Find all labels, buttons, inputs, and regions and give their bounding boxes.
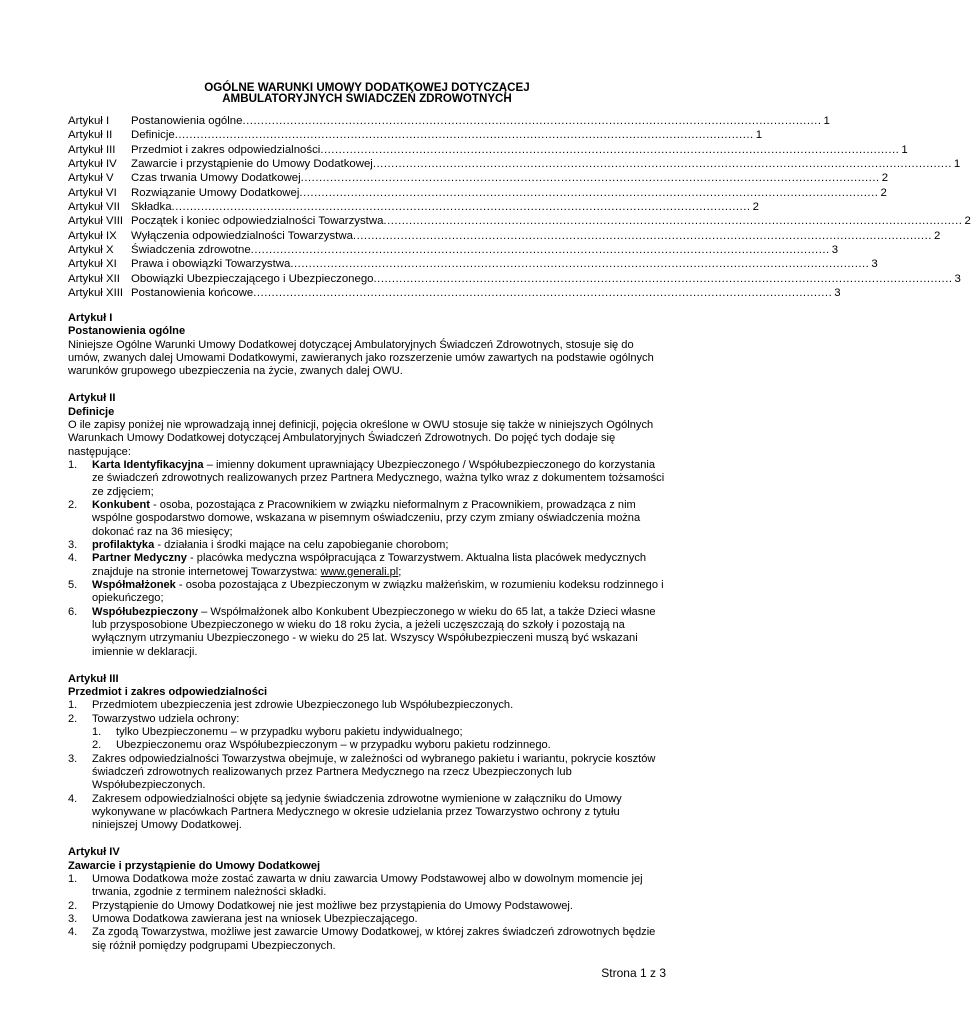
definition-item <box>68 552 668 579</box>
toc-page-number: 1 <box>953 158 961 171</box>
toc-article-title: Początek i koniec odpowiedzialności Towarzystwa <box>131 215 384 228</box>
toc-page-number: 3 <box>834 287 841 300</box>
definition-term: Karta Identyfikacyjna <box>92 458 204 471</box>
item-number: 4. <box>68 552 78 565</box>
toc-entry[interactable]: Artykuł III Przedmiot i zakres odpowiedzialności .............................................................................................................................................................. 1 <box>68 143 908 156</box>
toc-article-number: Artykuł XII <box>68 272 120 285</box>
definition-item <box>68 606 668 659</box>
toc-page-number: 1 <box>823 115 830 127</box>
item-text: Zakresem odpowiedzialności objęte są jedynie świadczenia zdrowotne wymienione w załączniku do Umowy wykonywane w placówkach Partnera Medycznego w okresie udzielania przez Towarzystwo ochrony z tytułu niniejszej Umowy Dodatkowej. <box>92 792 622 832</box>
definition-term: profilaktyka <box>92 539 155 551</box>
toc-page-number: 1 <box>901 143 908 156</box>
definition-text: - osoba, pozostająca z Pracownikiem w związku nieformalnym z Pracownikiem, prowadząca z nim wspólne gospodarstwo domowe, wskazana w pisemnym oświadczeniu, przy czym zmiany oświadczenia można dokonać raz na 36 miesięcy; <box>92 498 641 538</box>
toc-article-number: Artykuł IX <box>68 229 117 242</box>
item-number: 1. <box>68 458 78 471</box>
toc-article-number: Artykuł VIII <box>68 215 124 228</box>
toc-article-title: Postanowienia końcowe <box>131 287 254 300</box>
definition-text: – imienny dokument uprawniający Ubezpieczonego / Współubezpieczonego do korzystania ze świadczeń zdrowotnych realizowanych przez Partnera Medycznego, ważna tylko wraz z dokumentem tożsamości ze zdjęciem; <box>92 458 665 498</box>
item-number: 2. <box>92 739 102 752</box>
item-text: Towarzystwo udziela ochrony: <box>92 712 240 725</box>
item-number: 3. <box>68 539 78 551</box>
definition-item <box>68 539 668 552</box>
item-text: Umowa Dodatkowa może zostać zawarta w dniu zawarcia Umowy Podstawowej albo w dowolnym momencie jej trwania, zgodnie z terminem należności składki. <box>92 872 643 899</box>
definition-item <box>68 579 668 606</box>
list-item <box>68 793 668 833</box>
sub-list-item <box>68 726 668 739</box>
article-title: Definicje <box>68 405 115 418</box>
article-paragraph: Niniejsze Ogólne Warunki Umowy Dodatkowej dotyczącej Ambulatoryjnych Świadczeń Zdrowotnych, stosuje się do umów, zwanych dalej Umowami Dodatkowymi, zawieranych jako rozszerzenie umów zawartych na podstawie ogólnych warunków grupowego ubezpieczenia na życie, zwanych dalej OWU. <box>68 338 654 378</box>
toc-article-number: Artykuł XIII <box>68 287 124 300</box>
toc-entry[interactable]: Artykuł VIII Początek i koniec odpowiedzialności Towarzystwa .............................................................................................................................................................. 2 <box>68 215 971 228</box>
toc-entry[interactable]: Artykuł VII Składka .............................................................................................................................................................. 2 <box>68 201 759 214</box>
toc-entry[interactable]: Artykuł VI Rozwiązanie Umowy Dodatkowej .............................................................................................................................................................. 2 <box>68 186 887 199</box>
toc-entry[interactable]: Artykuł IV Zawarcie i przystąpienie do Umowy Dodatkowej .............................................................................................................................................................. 1 <box>68 158 961 171</box>
toc-entry[interactable]: Artykuł IX Wyłączenia odpowiedzialności Towarzystwa .............................................................................................................................................................. 2 <box>68 229 941 242</box>
item-text: Umowa Dodatkowa zawierana jest na wniosek Ubezpieczającego. <box>92 912 418 925</box>
toc-page-number: 2 <box>881 172 889 185</box>
toc-page-number: 2 <box>933 229 941 242</box>
definition-text: – Współmałżonek albo Konkubent Ubezpieczonego w wieku do 65 lat, a także Dzieci własne lub przysposobione Ubezpieczonego w wieku do 18 roku życia, a jeżeli uczęszczają do szkoły i pozostają na wyłącznym utrzymaniu Ubezpieczonego - w wieku do 25 lat. Wszyscy Współubezpieczeni muszą być wskazani imiennie w deklaracji. <box>92 605 656 658</box>
toc-page-number: 3 <box>954 272 961 285</box>
article-2 <box>68 392 668 659</box>
item-number: 4. <box>68 926 78 939</box>
toc-article-number: Artykuł III <box>68 143 116 156</box>
toc-article-title: Zawarcie i przystąpienie do Umowy Dodatkowej <box>131 158 373 171</box>
toc-article-title: Wyłączenia odpowiedzialności Towarzystwa <box>131 229 353 242</box>
toc-article-number: Artykuł II <box>68 129 113 142</box>
list-item <box>68 713 668 726</box>
article-title: Przedmiot i zakres odpowiedzialności <box>68 685 268 698</box>
toc-entry[interactable]: Artykuł X Świadczenia zdrowotne .............................................................................................................................................................. 3 <box>68 244 839 257</box>
definition-term: Konkubent <box>92 498 150 511</box>
toc-entry[interactable]: Artykuł XI Prawa i obowiązki Towarzystwa .............................................................................................................................................................. 3 <box>68 258 878 271</box>
article-heading: Artykuł IV <box>68 846 120 859</box>
item-number: 2. <box>68 498 78 511</box>
toc-entry[interactable]: Artykuł XIII Postanowienia końcowe .............................................................................................................................................................. 3 <box>68 287 841 300</box>
list-item <box>68 926 668 953</box>
toc-article-title: Czas trwania Umowy Dodatkowej <box>131 172 301 185</box>
item-number: 1. <box>92 725 102 738</box>
document-title-line-1: OGÓLNE WARUNKI UMOWY DODATKOWEJ DOTYCZĄCEJ <box>204 81 530 94</box>
toc-entry[interactable]: Artykuł I Postanowienia ogólne .............................................................................................................................................................. 1 <box>68 115 830 127</box>
definition-term: Współmałżonek <box>92 579 176 592</box>
definition-item <box>68 499 668 539</box>
list-item <box>68 913 668 926</box>
item-number: 6. <box>68 605 78 618</box>
definition-term: Współubezpieczony <box>92 605 199 618</box>
toc-article-number: Artykuł XI <box>68 258 117 271</box>
toc-article-title: Świadczenia zdrowotne <box>131 244 251 257</box>
toc-article-number: Artykuł VII <box>68 201 120 214</box>
list-item <box>68 900 668 913</box>
toc-article-title: Rozwiązanie Umowy Dodatkowej <box>131 186 300 199</box>
toc-page-number: 1 <box>755 129 763 142</box>
list-item <box>68 699 668 712</box>
article-paragraph: O ile zapisy poniżej nie wprowadzają innej definicji, pojęcia określone w OWU stosuje się także w niniejszych Ogólnych Warunkach Umowy Dodatkowej dotyczącej Ambulatoryjnych Świadczeń Zdrowotnych. Do pojęć tych dodaje się następujące: <box>68 418 654 458</box>
toc-article-title: Prawa i obowiązki Towarzystwa <box>131 258 291 271</box>
table-of-contents <box>68 114 971 300</box>
page-number-footer: Strona 1 z 3 <box>601 966 666 980</box>
toc-article-title: Postanowienia ogólne <box>131 115 243 127</box>
item-number: 1. <box>68 872 78 885</box>
sub-list-item <box>68 739 668 752</box>
article-3 <box>68 673 668 833</box>
item-text: Przystąpienie do Umowy Dodatkowej nie jest możliwe bez przystąpienia do Umowy Podstawowej. <box>92 899 573 912</box>
toc-entry[interactable]: Artykuł II Definicje .............................................................................................................................................................. 1 <box>68 129 763 142</box>
toc-article-number: Artykuł X <box>68 244 114 257</box>
definition-term: Partner Medyczny <box>92 552 187 565</box>
item-number: 4. <box>68 792 78 805</box>
generali-website-link[interactable]: www.generali.pl <box>320 565 399 578</box>
item-number: 2. <box>68 899 78 912</box>
toc-page-number: 2 <box>964 215 971 228</box>
article-heading: Artykuł III <box>68 672 119 685</box>
toc-article-number: Artykuł VI <box>68 186 117 199</box>
toc-article-number: Artykuł I <box>68 115 110 127</box>
item-text: Za zgodą Towarzystwa, możliwe jest zawarcie Umowy Dodatkowej, w której zakres świadczeń zdrowotnych będzie się różnił pomiędzy podgrupami Ubezpieczonych. <box>92 926 656 952</box>
item-number: 3. <box>68 752 78 765</box>
article-4 <box>68 846 668 953</box>
item-text: Przedmiotem ubezpieczenia jest zdrowie Ubezpieczonego lub Współubezpieczonych. <box>92 699 514 712</box>
article-title: Postanowienia ogólne <box>68 325 186 338</box>
article-heading: Artykuł II <box>68 392 116 405</box>
item-number: 3. <box>68 912 78 925</box>
list-item <box>68 873 668 900</box>
definition-text: - osoba pozostająca z Ubezpieczonym w związku małżeńskim, w rozumieniu kodeksu rodzinnego i opiekuńczego; <box>92 579 664 605</box>
item-text: Zakres odpowiedzialności Towarzystwa obejmuje, w zależności od wybranego pakietu i wariantu, pokrycie kosztów świadczeń zdrowotnych realizowanych przez Partnera Medycznego na rzecz Ubezpieczonych lub Współubezpieczonych. <box>92 752 656 792</box>
definition-item <box>68 459 668 499</box>
item-number: 2. <box>68 712 78 725</box>
toc-article-number: Artykuł IV <box>68 158 117 171</box>
toc-entry[interactable]: Artykuł XII Obowiązki Ubezpieczającego i Ubezpieczonego .............................................................................................................................................................. 3 <box>68 272 961 285</box>
definition-text: - placówka medyczna współpracująca z Towarzystwem. Aktualna lista placówek medycznych znajduje na stronie internetowej Towarzystwa: <box>92 552 647 578</box>
toc-page-number: 3 <box>871 258 878 271</box>
toc-article-title: Obowiązki Ubezpieczającego i Ubezpieczonego <box>131 272 374 285</box>
toc-article-title: Składka <box>131 201 172 214</box>
toc-page-number: 2 <box>752 201 759 214</box>
item-text: tylko Ubezpieczonemu – w przypadku wyboru pakietu indywidualnego; <box>116 725 463 738</box>
toc-page-number: 2 <box>880 186 887 199</box>
article-1 <box>68 312 668 379</box>
article-title: Zawarcie i przystąpienie do Umowy Dodatkowej <box>68 859 321 872</box>
item-text: Ubezpieczonemu oraz Współubezpieczonym – w przypadku wyboru pakietu rodzinnego. <box>116 739 551 752</box>
document-body <box>68 312 668 966</box>
document-title-line-2: AMBULATORYJNYCH ŚWIADCZEŃ ZDROWOTNYCH <box>222 92 512 105</box>
toc-entry[interactable]: Artykuł V Czas trwania Umowy Dodatkowej .............................................................................................................................................................. 2 <box>68 172 889 185</box>
item-number: 1. <box>68 699 78 712</box>
list-item <box>68 753 668 793</box>
toc-article-number: Artykuł V <box>68 172 114 185</box>
item-number: 5. <box>68 579 78 592</box>
toc-page-number: 3 <box>831 244 839 257</box>
toc-article-title: Definicje <box>131 129 175 142</box>
definition-text-end: ; <box>398 565 402 578</box>
article-heading: Artykuł I <box>68 312 113 324</box>
toc-article-title: Przedmiot i zakres odpowiedzialności <box>131 143 321 156</box>
definition-text: - działania i środki mające na celu zapobieganie chorobom; <box>154 539 449 551</box>
